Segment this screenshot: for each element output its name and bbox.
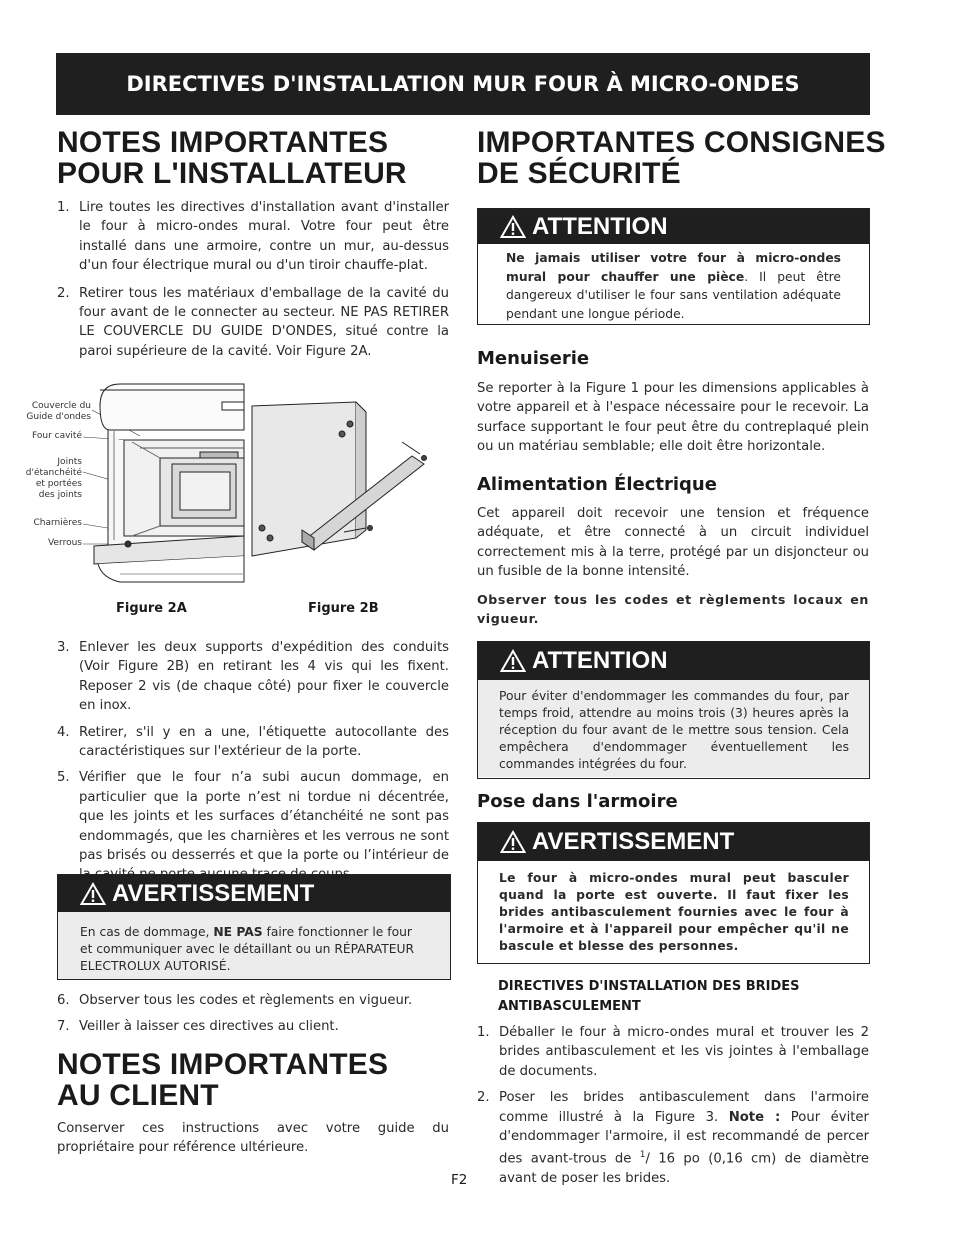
list-item-number: 7.: [57, 1019, 70, 1035]
client-notes-title-line2: AU CLIENT: [57, 1079, 219, 1112]
cold-weather-attention-body: [478, 680, 869, 777]
list-item-number: 1.: [57, 200, 70, 215]
damage-warning-header: [58, 875, 450, 912]
list-item-text-pre: Poser les brides antibasculement dans l'armoire comme illustré à la Figure 3.: [499, 1090, 869, 1125]
heating-attention-heading: ATTENTION: [532, 212, 668, 240]
callout-waveguide: Couvercle du Guide d'ondes: [26, 401, 91, 422]
damage-warning-body: [58, 912, 450, 979]
safety-title: [477, 127, 886, 189]
heating-attention-text-post: . Il peut être dangereux d'utiliser le four sans ventilation adéquate pendant une longue période.: [506, 269, 841, 321]
tip-over-warning-text: Le four à micro-ondes mural peut basculer quand la porte est ouverte. Il faut fixer les brides antibasculement fournies avec le four à l'armoire et à l'appareil pour empêcher qu'il ne bascule et blesse des personnes.: [499, 871, 849, 953]
safety-title-line1: IMPORTANTES CONSIGNES: [477, 126, 886, 159]
list-item-number: 2.: [57, 285, 70, 301]
oven-figure: [80, 378, 450, 588]
warning-triangle-icon: [80, 882, 106, 906]
callout-hinges: Charnières: [33, 518, 82, 528]
list-item-number: 5.: [57, 770, 70, 786]
cold-weather-attention-text: Pour éviter d'endommager les commandes du four, par temps froid, attendre au moins trois (3) heures après la réception du four avant de le mettre sous tension. Cela empêchera d'endommager éventuellement les commandes intégrées du four.: [499, 689, 849, 771]
heating-attention-body: [478, 244, 869, 323]
cold-weather-attention-header: [478, 642, 869, 680]
list-item-number: 2.: [477, 1090, 490, 1106]
damage-warning-text-post: faire fonctionner le four et communiquer avec le détaillant ou un RÉPARATEUR ELECTROLUX AUTORISÉ.: [80, 925, 415, 973]
list-item-text-rest: / 16 po (0,16 cm) de diamètre avant de poser les brides.: [499, 1151, 869, 1187]
fraction-numerator: 1: [639, 1150, 646, 1161]
list-item-text: Retirer tous les matériaux d'emballage de la cavité du four avant de le connecter au secteur. NE PAS RETIRER LE COUVERCLE DU GUIDE D'ONDES, situé contre la paroi supérieure de la cavité. Voir Figure 2A.: [79, 285, 449, 359]
list-item-text: Veiller à laisser ces directives au client.: [79, 1019, 339, 1035]
list-item: [57, 723, 449, 762]
installer-steps-b: [57, 638, 449, 885]
heating-attention-text-bold: Ne jamais utiliser votre four à micro-ondes mural pour chauffer une pièce: [506, 251, 841, 284]
safety-title-line2: DE SÉCURITÉ: [477, 157, 681, 190]
tip-over-warning-header: [478, 823, 869, 861]
list-item-text: Observer tous les codes et règlements en vigueur.: [79, 993, 413, 1008]
list-item-text: Lire toutes les directives d'installation avant d'installer le four à micro-ondes mural. Votre four peut être installé dans une armoire, contre un mur, au-dessus d'un four électrique mural ou d'un tiroir chauffe-plat.: [79, 200, 449, 274]
list-item: [57, 198, 449, 276]
heating-attention-box: [477, 208, 870, 325]
list-item-number: 3.: [57, 640, 70, 655]
heating-attention-header: [478, 209, 869, 244]
list-item: [57, 768, 449, 884]
page-banner: [56, 53, 870, 115]
list-item: [477, 1023, 869, 1081]
tip-over-warning-body: [478, 861, 869, 955]
pose-heading: Pose dans l'armoire: [477, 791, 678, 812]
tip-over-warning-heading: AVERTISSEMENT: [532, 828, 735, 855]
damage-warning-text-pre: En cas de dommage,: [80, 925, 214, 939]
brides-heading: [498, 977, 800, 1017]
figure-2a-caption: Figure 2A: [116, 601, 187, 616]
callout-seals: Joints d'étanchéité et portées des joints: [25, 457, 82, 500]
brides-heading-line2: ANTIBASCULEMENT: [498, 999, 641, 1014]
banner-title: DIRECTIVES D'INSTALLATION MUR FOUR À MICRO-ONDES: [126, 72, 800, 96]
installer-steps-a: [57, 198, 449, 361]
list-item-number: 4.: [57, 724, 70, 740]
list-item-text-bold: Note :: [728, 1109, 781, 1125]
client-notes-title: [57, 1049, 388, 1111]
menuiserie-heading: Menuiserie: [477, 348, 590, 369]
damage-warning-text-bold: NE PAS: [213, 925, 263, 939]
list-item-number: 1.: [477, 1025, 490, 1040]
cold-weather-attention-box: [477, 641, 870, 779]
list-item: [57, 991, 449, 1010]
list-item-number: 6.: [57, 993, 70, 1008]
menuiserie-text: Se reporter à la Figure 1 pour les dimensions applicables à votre appareil et à l'espace nécessaire pour le recevoir. La surface supportant le four peut être du contreplaqué plein ou un matériau semblable; elle doit être horizontale.: [477, 381, 869, 455]
alimentation-heading: Alimentation Électrique: [477, 474, 717, 495]
list-item-text: Enlever les deux supports d'expédition des conduits (Voir Figure 2B) en retirant les 4 vis qui les fixent. Reposer 2 vis (de chaque côté) pour fixer le couvercle en inox.: [79, 640, 449, 714]
installer-notes-title-line2: POUR L'INSTALLATEUR: [57, 157, 407, 190]
list-item: [57, 1017, 449, 1036]
client-notes-text: Conserver ces instructions avec votre guide du propriétaire pour référence ultérieure.: [57, 1121, 449, 1156]
list-item: [57, 284, 449, 362]
figure-2a-oven: [94, 384, 244, 582]
alimentation-text: Cet appareil doit recevoir une tension et fréquence adéquate, et être connecté à un circuit individuel correctement mis à la terre, protégé par un disjoncteur ou un fusible de la bonne intensité.: [477, 506, 869, 580]
callout-latches: Verrous: [48, 538, 82, 548]
callout-cavity: Four cavité: [32, 431, 82, 441]
installer-steps-c: [57, 991, 449, 1037]
tip-over-warning-box: [477, 822, 870, 964]
list-item-text-post: Pour éviter d'endommager l'armoire, il est recommandé de percer des avant-trous de: [499, 1109, 869, 1167]
figure-2b-bracket: [252, 402, 427, 556]
warning-triangle-icon: [500, 830, 526, 854]
list-item: [477, 1088, 869, 1188]
installer-notes-title-line1: NOTES IMPORTANTES: [57, 126, 389, 159]
alimentation-codes-text: Observer tous les codes et règlements locaux en vigueur.: [477, 592, 869, 627]
figure-2b-caption: Figure 2B: [308, 601, 379, 616]
client-notes-title-line1: NOTES IMPORTANTES: [57, 1048, 389, 1081]
list-item-text: Vérifier que le four n’a subi aucun dommage, en particulier que la porte n’est ni tordue ni décentrée, que les joints et les surfaces d’étanchéité ne sont pas endommagés, que les charnières et les verrous ne sont pas brisés ou desserrés et que la porte ou l’intérieur de: [79, 770, 449, 864]
cold-weather-attention-heading: ATTENTION: [532, 647, 668, 674]
damage-warning-heading: AVERTISSEMENT: [112, 879, 315, 907]
damage-warning-box: [57, 874, 451, 980]
brides-heading-line1: DIRECTIVES D'INSTALLATION DES BRIDES: [498, 979, 800, 994]
warning-triangle-icon: [500, 215, 526, 239]
page-number: F2: [451, 1172, 468, 1188]
list-item-text: Retirer, s'il y en a une, l'étiquette autocollante des caractéristiques sur l'extérieur de la porte.: [79, 724, 449, 760]
brides-steps: [477, 1023, 869, 1189]
installer-notes-title: [57, 127, 407, 189]
list-item: [57, 638, 449, 716]
warning-triangle-icon: [500, 649, 526, 673]
list-item-text: Déballer le four à micro-ondes mural et trouver les 2 brides antibasculement et les vis jointes à l'emballage de documents.: [499, 1025, 869, 1079]
